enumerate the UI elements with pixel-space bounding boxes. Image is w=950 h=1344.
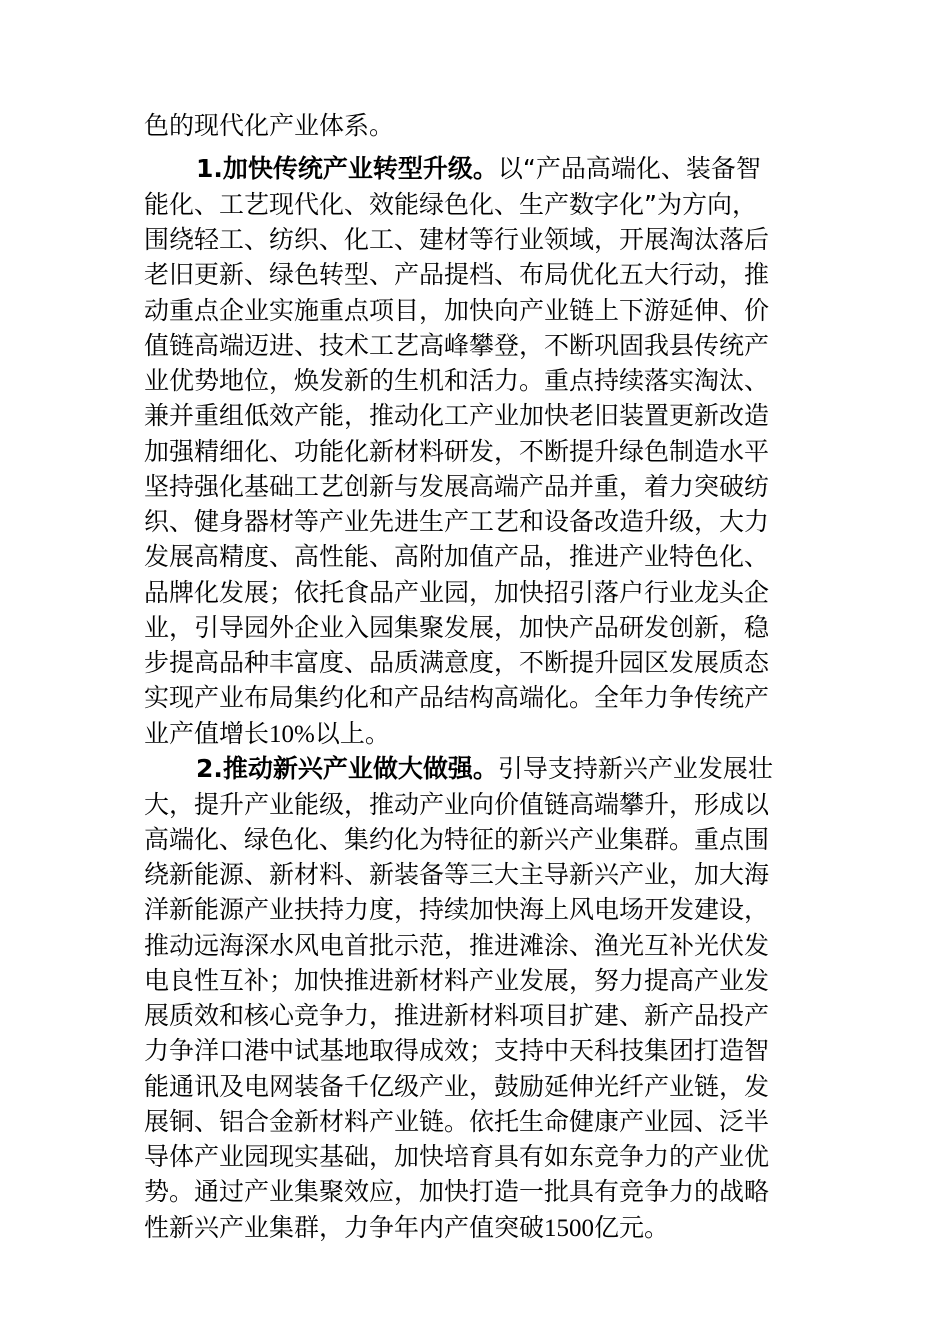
line-text: 老旧更新、绿色转型、产品提档、布局优化五大行动，推: [144, 260, 770, 289]
text-line: [144, 504, 769, 540]
text-line: [144, 293, 769, 329]
document-page: [144, 0, 810, 1344]
line-text: 展质效和核心竞争力，推进新材料项目扩建、新产品投产: [144, 1001, 770, 1030]
figure-value: 1500: [544, 1215, 595, 1242]
text-line: [144, 928, 769, 964]
line-text: 业优势地位，焕发新的生机和活力。重点持续落实淘汰、: [144, 366, 770, 395]
text-line: [144, 108, 394, 144]
text-line: [144, 1210, 669, 1246]
text-line: [144, 469, 769, 505]
line-text: 大，提升产业能级，推动产业向价值链高端攀升，形成以: [144, 790, 770, 819]
line-text: 兼并重组低效产能，推动化工产业加快老旧装置更新改造: [144, 401, 770, 430]
line-text: 坚持强化基础工艺创新与发展高端产品并重，着力突破纺: [144, 472, 770, 501]
line-text: 步提高品种丰富度、品质满意度，不断提升园区发展质态: [144, 648, 770, 677]
line-text: 加强精细化、功能化新材料研发，不断提升绿色制造水平: [144, 437, 770, 466]
text-line: [144, 787, 769, 823]
line-text: 以“产品高端化、装备智: [497, 154, 761, 183]
line-text: 势。通过产业集聚效应，加快打造一批具有竞争力的战略: [144, 1177, 770, 1206]
section-heading-line: [196, 751, 773, 787]
text-line: [144, 363, 769, 399]
text-line: [144, 1033, 769, 1069]
text-line: [144, 257, 769, 293]
line-text: 以上。: [314, 719, 390, 748]
text-line: [144, 857, 769, 893]
text-line: [144, 575, 769, 611]
line-text: 品牌化发展；依托食品产业园，加快招引落户行业龙头企: [144, 578, 770, 607]
line-text: 洋新能源产业扶持力度，持续加快海上风电场开发建设，: [144, 895, 770, 924]
line-text: 能化、工艺现代化、效能绿色化、生产数字化”为方向，: [144, 190, 757, 219]
text-line: [144, 328, 769, 364]
line-text: 高端化、绿色化、集约化为特征的新兴产业集群。重点围: [144, 825, 770, 854]
line-text: 导体产业园现实基础，加快培育具有如东竞争力的产业优: [144, 1142, 770, 1171]
text-line: [144, 1104, 769, 1140]
text-line: [144, 892, 769, 928]
text-line: [144, 539, 769, 575]
text-line: [144, 680, 769, 716]
section-heading-line: [196, 151, 761, 187]
line-text: 性新兴产业集群，力争年内产值突破: [144, 1213, 545, 1242]
text-line: [144, 822, 769, 858]
text-line: [144, 610, 769, 646]
section-heading: 2.推动新兴产业做大做强。: [196, 754, 498, 783]
line-text: 业产值增长: [144, 719, 270, 748]
figure-value: 10%: [269, 721, 315, 748]
line-text: 亿元。: [594, 1213, 670, 1242]
line-text: 引导支持新兴产业发展壮: [497, 754, 773, 783]
text-line: [144, 1174, 769, 1210]
section-heading: 1.加快传统产业转型升级。: [196, 154, 498, 183]
text-line: [144, 645, 769, 681]
text-line: [144, 222, 769, 258]
line-text: 发展高精度、高性能、高附加值产品，推进产业特色化、: [144, 542, 770, 571]
text-line: [144, 187, 757, 223]
text-line: [144, 434, 769, 470]
line-text: 能通讯及电网装备千亿级产业，鼓励延伸光纤产业链，发: [144, 1072, 770, 1101]
text-line: [144, 1139, 769, 1175]
line-text: 动重点企业实施重点项目，加快向产业链上下游延伸、价: [144, 296, 770, 325]
text-line: [144, 716, 390, 752]
line-text: 绕新能源、新材料、新装备等三大主导新兴产业，加大海: [144, 860, 770, 889]
line-text: 色的现代化产业体系。: [144, 111, 395, 140]
line-text: 实现产业布局集约化和产品结构高端化。全年力争传统产: [144, 683, 770, 712]
text-line: [144, 998, 769, 1034]
line-text: 业，引导园外企业入园集聚发展，加快产品研发创新，稳: [144, 613, 770, 642]
line-text: 力争洋口港中试基地取得成效；支持中天科技集团打造智: [144, 1036, 770, 1065]
line-text: 推动远海深水风电首批示范，推进滩涂、渔光互补光伏发: [144, 931, 770, 960]
text-line: [144, 963, 769, 999]
text-line: [144, 398, 769, 434]
text-line: [144, 1069, 769, 1105]
line-text: 织、健身器材等产业先进生产工艺和设备改造升级，大力: [144, 507, 770, 536]
line-text: 展铜、铝合金新材料产业链。依托生命健康产业园、泛半: [144, 1107, 770, 1136]
line-text: 值链高端迈进、技术工艺高峰攀登，不断巩固我县传统产: [144, 331, 770, 360]
line-text: 电良性互补；加快推进新材料产业发展，努力提高产业发: [144, 966, 770, 995]
line-text: 围绕轻工、纺织、化工、建材等行业领域，开展淘汰落后: [144, 225, 770, 254]
